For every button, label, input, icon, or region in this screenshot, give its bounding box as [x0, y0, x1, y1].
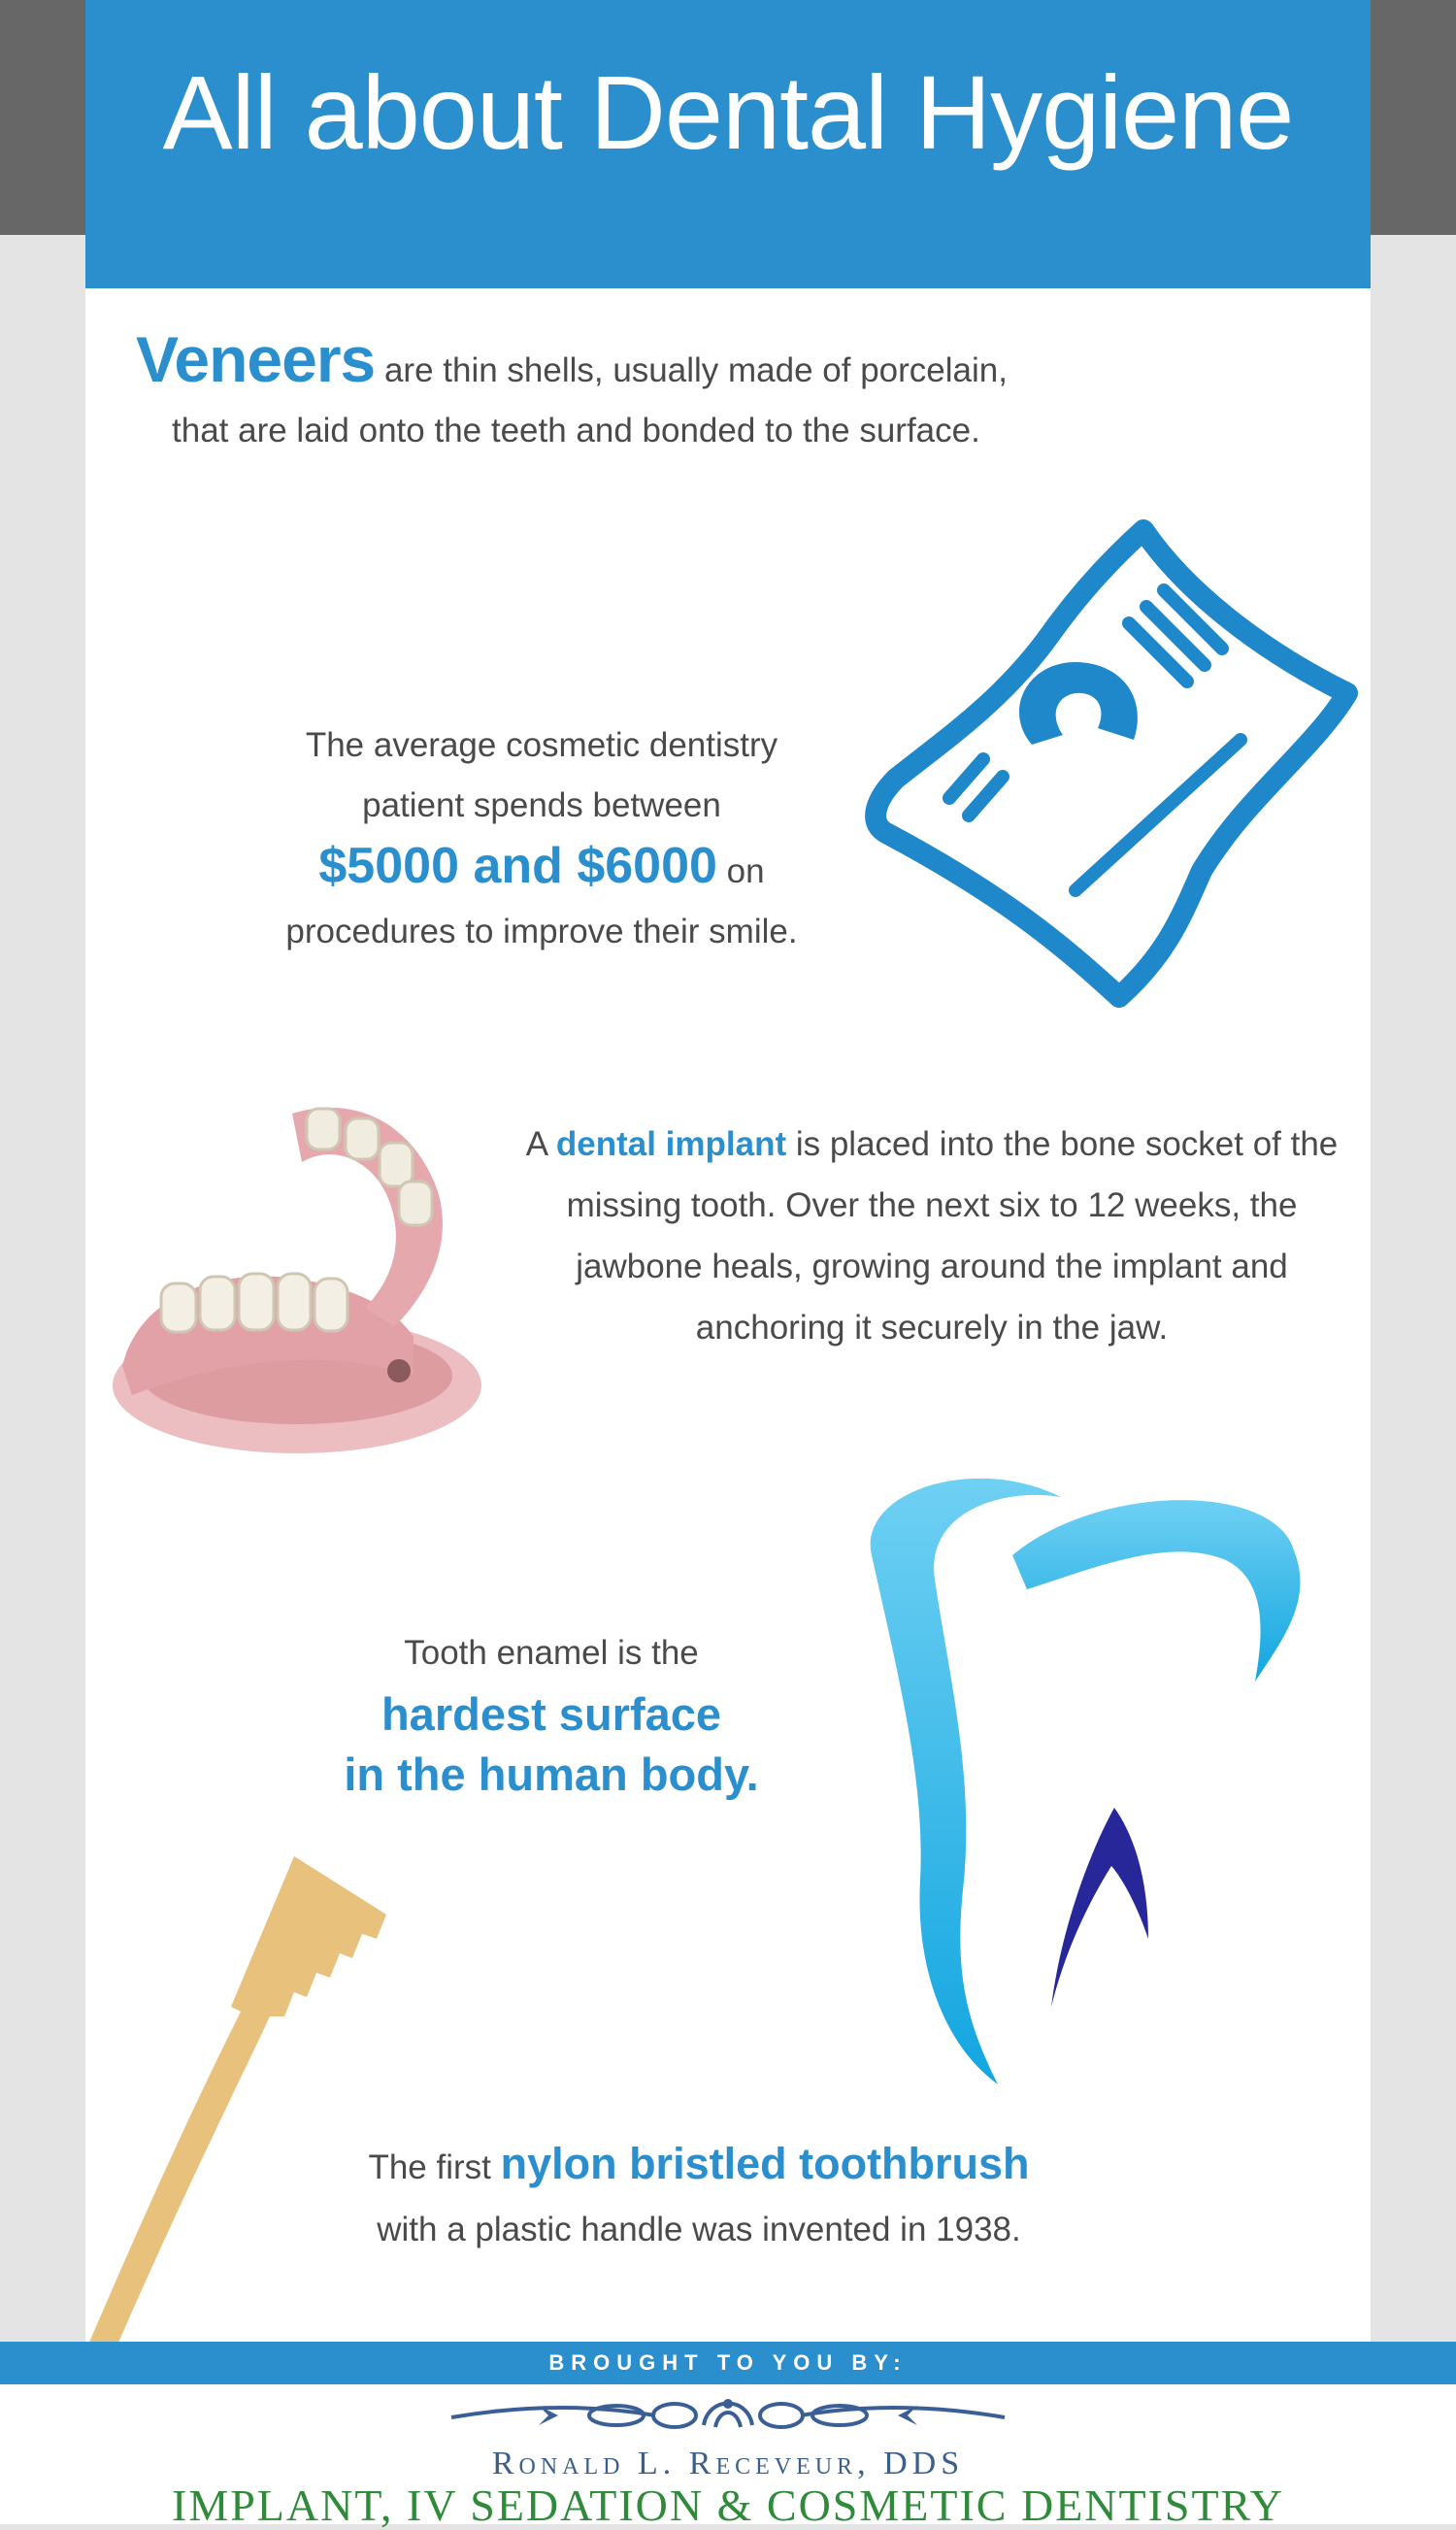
- toothbrush-fact: [262, 2133, 1136, 2261]
- ornament-icon: [442, 2386, 1014, 2445]
- cost-line-2: patient spends between: [362, 786, 721, 824]
- brought-to-you-label: BROUGHT TO YOU BY:: [548, 2350, 908, 2375]
- enamel-line-2: hardest surface: [381, 1688, 722, 1740]
- footer-bar: [0, 2342, 1456, 2384]
- cost-line-4: procedures to improve their smile.: [285, 913, 798, 950]
- veneers-fact: [136, 323, 1301, 461]
- page-title: All about Dental Hygiene: [162, 53, 1294, 171]
- enamel-line-3: in the human body.: [344, 1748, 759, 1800]
- header-banner: [85, 0, 1371, 288]
- doctor-name: Ronald L. Receveur, DDS: [491, 2446, 965, 2481]
- cost-amount: $5000 and $6000: [318, 838, 717, 894]
- implant-paragraph: [505, 1114, 1359, 1358]
- implant-text: is placed into the bone socket of the missing tooth. Over the next six to 12 weeks, the jawbone heals, growing around the implant and anchoring it securely in the jaw.: [566, 1125, 1339, 1347]
- implant-fact: [505, 1114, 1371, 1358]
- enamel-fact: [299, 1622, 804, 1805]
- money-bill-icon: [857, 507, 1362, 1012]
- veneers-term: Veneers: [136, 323, 376, 395]
- toothbrush-icon: [85, 1847, 406, 2342]
- implant-term: dental implant: [555, 1125, 787, 1163]
- veneers-line-1-text: are thin shells, usually made of porcelain,: [375, 351, 1008, 389]
- footer: [0, 2384, 1456, 2530]
- cost-fact: [221, 716, 862, 962]
- header-side-band-left: [0, 0, 85, 235]
- toothbrush-prefix: The first: [368, 2148, 501, 2186]
- toothbrush-line-1: [262, 2133, 1136, 2199]
- veneers-line-2: that are laid onto the teeth and bonded to the surface.: [172, 412, 980, 449]
- cost-line-3: [221, 836, 862, 902]
- tooth-icon: [857, 1463, 1313, 2084]
- veneers-line-1: [136, 323, 1301, 401]
- content-panel: [85, 288, 1371, 2342]
- toothbrush-term: nylon bristled toothbrush: [500, 2139, 1030, 2188]
- enamel-line-1: Tooth enamel is the: [404, 1634, 699, 1672]
- cost-after-amount: on: [716, 852, 765, 890]
- header-side-band-right: [1371, 0, 1456, 235]
- practice-name: IMPLANT, IV SEDATION & COSMETIC DENTISTRY: [172, 2480, 1284, 2530]
- implant-prefix: A: [525, 1125, 556, 1163]
- toothbrush-line-2: with a plastic handle was invented in 1938.: [377, 2211, 1021, 2248]
- cost-line-1: The average cosmetic dentistry: [305, 726, 778, 764]
- dentures-icon: [103, 1084, 491, 1473]
